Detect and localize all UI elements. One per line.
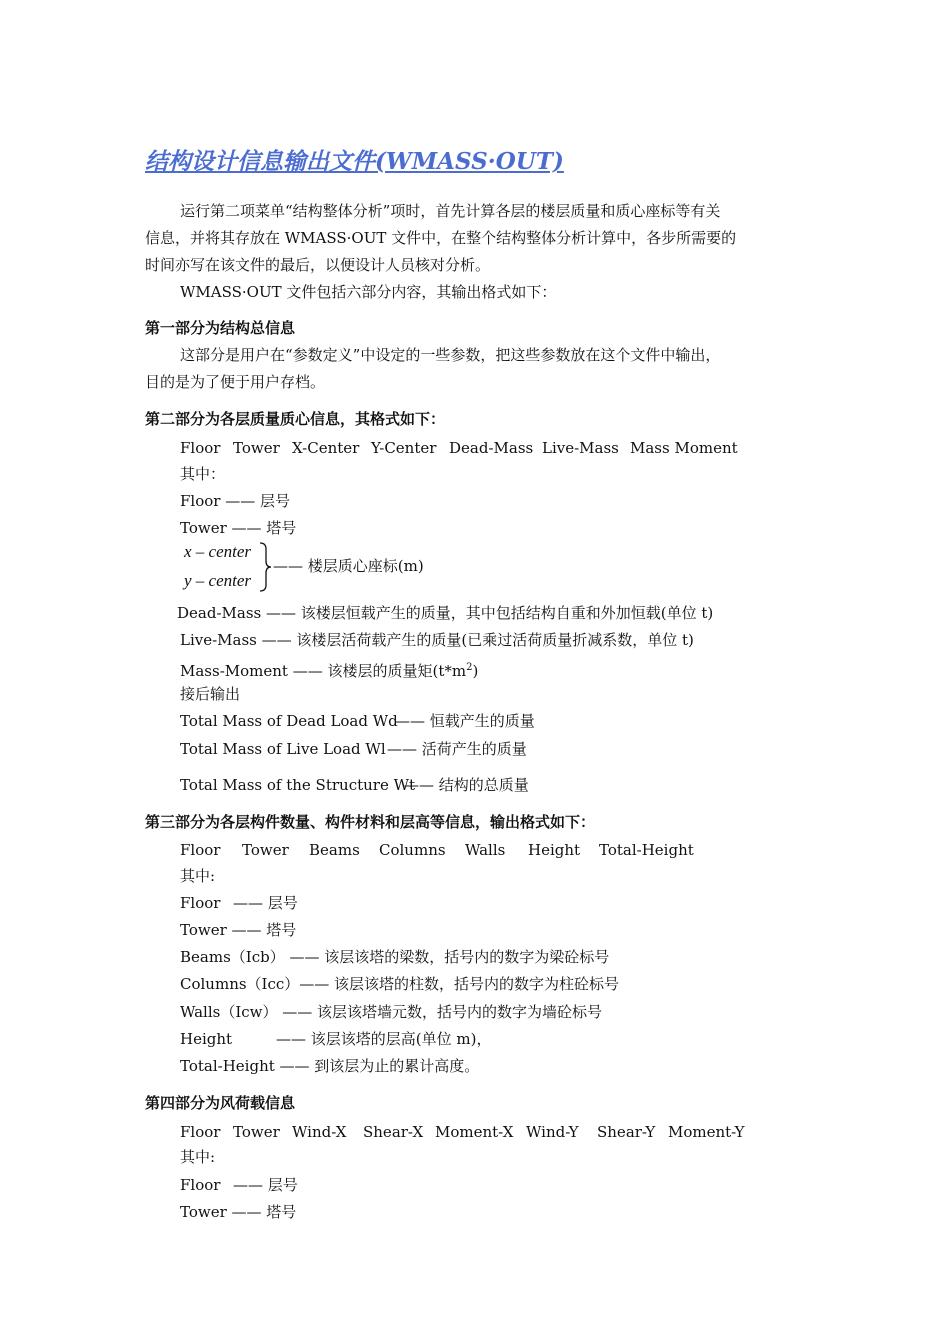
part2-where: 其中： [180, 465, 226, 483]
document-title: 结构设计信息输出文件(WMASS·OUT) [145, 148, 564, 175]
column-header: Beams [309, 841, 360, 859]
mass-moment-close: ) [472, 662, 479, 680]
total-height-def: Total-Height —— 到该层为止的累计高度。 [180, 1057, 480, 1075]
part4-columns-row [180, 1122, 745, 1142]
column-header: Floor [180, 841, 221, 859]
part3-columns-row [180, 840, 694, 860]
intro-line-4: WMASS·OUT 文件包括六部分内容，其输出格式如下： [180, 283, 557, 301]
column-header: Total-Height [599, 841, 694, 859]
part4-tower-def: Tower —— 塔号 [180, 1203, 297, 1221]
total-dead-label: Total Mass of Dead Load Wd [180, 712, 398, 730]
right-brace-icon [258, 541, 272, 593]
total-struct-label: Total Mass of the Structure Wt [180, 776, 416, 794]
column-header: Moment-Y [668, 1123, 745, 1141]
column-header: Y-Center [371, 439, 437, 457]
column-header: Walls [465, 841, 506, 859]
column-header: Tower [233, 439, 280, 457]
intro-line-1: 运行第二项菜单“结构整体分析”项时，首先计算各层的楼层质量和质心座标等有关 [180, 202, 721, 220]
column-header: X-Center [292, 439, 360, 457]
part2-floor-def: Floor —— 层号 [180, 492, 290, 510]
column-header: Live-Mass [542, 439, 619, 457]
part3-floor-label: Floor [180, 894, 221, 912]
part1-line-1: 这部分是用户在“参数定义”中设定的一些参数，把这些参数放在这个文件中输出， [180, 346, 721, 364]
column-header: Wind-Y [526, 1123, 579, 1141]
column-header: Shear-X [363, 1123, 424, 1141]
column-header: Moment-X [435, 1123, 514, 1141]
live-mass-def: Live-Mass —— 该楼层活荷载产生的质量(已乘过活荷质量折减系数，单位 t) [180, 631, 694, 649]
part4-floor-desc: —— 层号 [233, 1176, 298, 1194]
dead-mass-def: Dead-Mass —— 该楼层恒载产生的质量，其中包括结构自重和外加恒载(单位 t) [177, 604, 714, 622]
walls-def: Walls（Icw） —— 该层该塔墙元数，括号内的数字为墙砼标号 [180, 1003, 603, 1021]
height-desc: —— 该层该塔的层高(单位 m)， [276, 1030, 492, 1048]
y-center-formula: y – center [184, 571, 252, 590]
x-center-formula: x – center [184, 542, 252, 561]
column-header: Columns [379, 841, 446, 859]
columns-def: Columns（Icc）—— 该层该塔的柱数，括号内的数字为柱砼标号 [180, 975, 620, 993]
part3-where: 其中: [180, 867, 216, 885]
part1-heading: 第一部分为结构总信息 [145, 319, 296, 337]
column-header: Shear-Y [597, 1123, 656, 1141]
part4-floor-label: Floor [180, 1176, 221, 1194]
column-header: Tower [233, 1123, 280, 1141]
column-header: Height [528, 841, 581, 859]
height-label: Height [180, 1030, 233, 1048]
part2-heading: 第二部分为各层质量质心信息，其格式如下： [145, 410, 446, 428]
beams-def: Beams（Icb） —— 该层该塔的梁数，括号内的数字为梁砼标号 [180, 948, 610, 966]
total-live-label: Total Mass of Live Load Wl [180, 740, 386, 758]
part3-tower-def: Tower —— 塔号 [180, 921, 297, 939]
part4-where: 其中: [180, 1148, 216, 1166]
total-struct-desc: —— 结构的总质量 [404, 776, 529, 794]
center-description: —— 楼层质心座标(m) [273, 557, 424, 575]
part2-columns-row [180, 438, 738, 458]
part1-line-2: 目的是为了便于用户存档。 [145, 373, 326, 391]
part2-tower-def: Tower —— 塔号 [180, 519, 297, 537]
then-output: 接后输出 [180, 685, 241, 703]
column-header: Mass Moment [630, 439, 738, 457]
column-header: Tower [242, 841, 289, 859]
column-header: Wind-X [292, 1123, 347, 1141]
intro-line-2: 信息，并将其存放在 WMASS·OUT 文件中，在整个结构整体分析计算中，各步所需要的 [145, 229, 737, 247]
part3-heading: 第三部分为各层构件数量、构件材料和层高等信息，输出格式如下： [145, 813, 596, 831]
part3-floor-desc: —— 层号 [233, 894, 298, 912]
column-header: Floor [180, 439, 221, 457]
total-live-desc: —— 活荷产生的质量 [387, 740, 527, 758]
mass-moment-def [180, 658, 478, 681]
column-header: Dead-Mass [449, 439, 534, 457]
superscript: 2 [466, 662, 473, 673]
column-header: Floor [180, 1123, 221, 1141]
total-dead-desc: —— 恒载产生的质量 [395, 712, 535, 730]
part4-heading: 第四部分为风荷载信息 [145, 1094, 296, 1112]
mass-moment-text: Mass-Moment —— 该楼层的质量矩(t*m [180, 662, 467, 680]
intro-line-3: 时间亦写在该文件的最后，以便设计人员核对分析。 [145, 256, 491, 274]
